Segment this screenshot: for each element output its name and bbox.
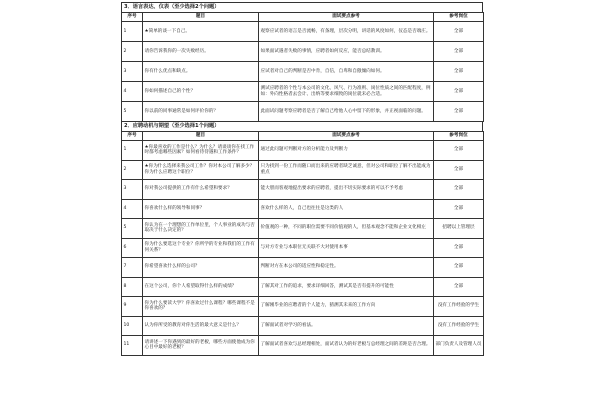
row-question: 你如何描述自己的个性？ (143, 82, 259, 102)
section2-header-row (122, 132, 484, 141)
row-points: 与对方专业与本职位无关联不大对使用本事 (259, 238, 434, 258)
row-points: 观察应试者的语言是否流畅，有条理，层次分明，讲话的风度如何，仪态是否端庄。 (259, 22, 434, 42)
row-no: 1 (122, 141, 143, 161)
table-row (122, 199, 484, 219)
table-row (122, 297, 484, 317)
row-points: 喜欢什么样的人，自己也往往是这类的人 (259, 199, 434, 219)
row-post: 全部 (434, 160, 484, 180)
row-points: 价值观的一种，不同的职位需要不同价值观的人，但基本观念不能和企业文化相左 (259, 219, 434, 239)
row-post: 招聘以上管理层 (434, 219, 484, 239)
row-points: 了解其对工作的追求，要求详细回答，测试其是否有提升的可能性 (259, 277, 434, 297)
row-question: 你希望喜欢什么样的公司？ (143, 258, 259, 278)
header-points: 面试要点参考 (259, 132, 434, 141)
row-points: 判断对方在本公司的适应性和稳定性。 (259, 258, 434, 278)
header-no: 序号 (122, 13, 143, 22)
section1-table (121, 12, 484, 122)
row-question: ★你为什么选择来我公司工作？你对本公司了解多少？你为什么应聘这个职位？ (143, 160, 259, 180)
table-row (122, 316, 484, 336)
row-no: 11 (122, 336, 143, 356)
row-points: 测试应聘者的个性与本公司的文化、风气、行为准则、岗位性质之间的匹配程度，例如：外向性格者去会计、出纳等要求细致的岗位就未必合适。 (259, 82, 434, 102)
row-post: 全部 (434, 199, 484, 219)
row-post: 全部 (434, 277, 484, 297)
row-post: 部门负责人及管理人员 (434, 336, 484, 356)
row-post: 全部 (434, 258, 484, 278)
row-question: 你有什么优点和缺点。 (143, 62, 259, 82)
section1-title: 3．语言表达、仪表（至少选择2个问题） (121, 2, 483, 12)
row-post: 全部 (434, 22, 484, 42)
row-question: 你为什么要选这个专业？你所学的专业和我们的工作有何关系？ (143, 238, 259, 258)
table-row (122, 141, 484, 161)
row-post: 没有工作经验的学生 (434, 316, 484, 336)
table-row (122, 62, 484, 82)
row-no: 4 (122, 199, 143, 219)
section2-title: 2．应聘动机与期望（至少选择1个问题） (121, 122, 483, 131)
row-no: 4 (122, 82, 143, 102)
row-points: 了解面试者喜欢与总经理相处，面试者认为的好老板与总经理之间的差距是否合理。 (259, 336, 434, 356)
header-post: 参考岗位 (434, 13, 484, 22)
header-points: 面试要点参考 (259, 13, 434, 22)
row-post: 全部 (434, 180, 484, 200)
table-row (122, 180, 484, 200)
row-points: 通过此问题可判断对方的分析能力及判断力 (259, 141, 434, 161)
row-question: 认为你所受的教育对你生活的最大意义是什么？ (143, 316, 259, 336)
header-question: 题目 (143, 13, 259, 22)
row-question: 你以前的同事通常是如何评价你的？ (143, 102, 259, 122)
table-row (122, 336, 484, 356)
row-no: 6 (122, 238, 143, 258)
row-question: 你认为在一个理想的工作单位里，个人事业的成功与否取决于什么决定的？ (143, 219, 259, 239)
row-question: 你对我公司提供的工作有什么希望和要求？ (143, 180, 259, 200)
interview-question-document (121, 0, 483, 400)
row-no: 5 (122, 219, 143, 239)
row-points: 只为找到一份工作而随口而出来的应聘者缺乏诚意，但对公司和职位了解不出能成为重点 (259, 160, 434, 180)
row-no: 3 (122, 62, 143, 82)
table-row (122, 277, 484, 297)
table-row (122, 258, 484, 278)
table-row (122, 160, 484, 180)
section1-header-row (122, 13, 484, 22)
row-no: 3 (122, 180, 143, 200)
table-row (122, 82, 484, 102)
row-no: 5 (122, 102, 143, 122)
section2-table (121, 131, 484, 356)
row-question: ★你最喜欢的工作是什么？为什么？请谈谈你在找工作时都考虑哪些因素？如何看待待遇和工作条件？ (143, 141, 259, 161)
row-points: 如果面试遇者失败的事情，应聘者如何反应，能否总结教训。 (259, 42, 434, 62)
row-points: 了解刚毕业的应聘者的个人能力，猜测其未来的工作方向 (259, 297, 434, 317)
table-row (122, 238, 484, 258)
row-no: 2 (122, 160, 143, 180)
row-post: 全部 (434, 62, 484, 82)
row-no: 1 (122, 22, 143, 42)
header-post: 参考岗位 (434, 132, 484, 141)
row-no: 7 (122, 258, 143, 278)
row-no: 8 (122, 277, 143, 297)
row-post: 全部 (434, 42, 484, 62)
row-post: 全部 (434, 238, 484, 258)
row-post: 全部 (434, 102, 484, 122)
row-points: 能大胆而客观地提出要求的应聘者，提出不切实际要求的可以不予考虑 (259, 180, 434, 200)
row-post: 全部 (434, 141, 484, 161)
header-question: 题目 (143, 132, 259, 141)
row-question: 请你告诉我你的一次失败经历。 (143, 42, 259, 62)
row-post: 没有工作经验的学生 (434, 297, 484, 317)
row-no: 2 (122, 42, 143, 62)
table-row (122, 102, 484, 122)
row-question: 在这个公司，你个人希望取得什么样的成绩？ (143, 277, 259, 297)
row-no: 10 (122, 316, 143, 336)
table-row (122, 219, 484, 239)
row-points: 应试者对自己的判断是否中肯，自信，自卑和自傲倾向如何。 (259, 62, 434, 82)
row-question: 请讲述一下你遇到的最好的老板，哪些方面使他成为你心目中最好的老板？ (143, 336, 259, 356)
row-points: 了解面试者对学习的看法。 (259, 316, 434, 336)
row-question: 你喜欢什么样的领导和同事？ (143, 199, 259, 219)
header-no: 序号 (122, 132, 143, 141)
row-points: 此面试问题考察应聘者是否了解自己给他人心中留下的形象，并正视面临的问题。 (259, 102, 434, 122)
row-question: 你为什么要读大学？你喜欢过什么课程？哪些课程不是你喜欢的？ (143, 297, 259, 317)
row-no: 9 (122, 297, 143, 317)
table-row (122, 42, 484, 62)
table-row (122, 22, 484, 42)
row-question: ★简单的谈一下自己。 (143, 22, 259, 42)
row-post: 全部 (434, 82, 484, 102)
